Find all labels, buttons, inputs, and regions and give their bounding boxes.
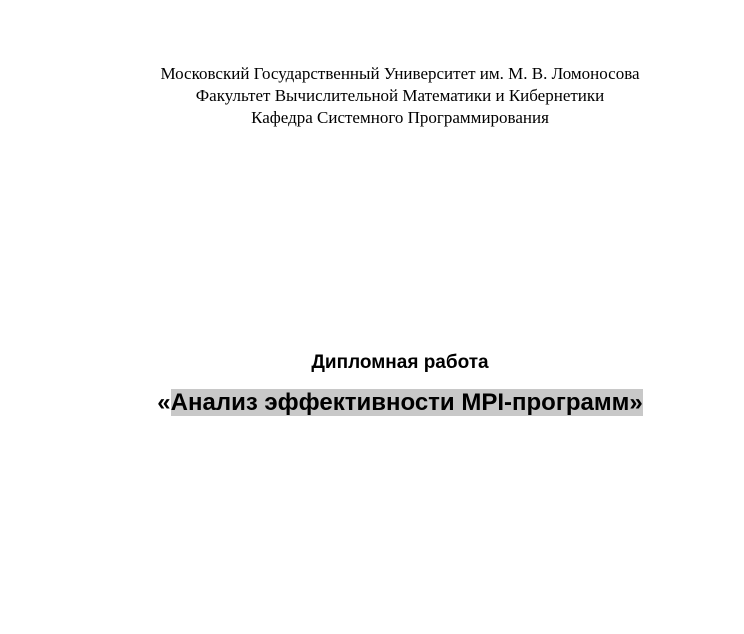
faculty-name: Факультет Вычислительной Математики и Кибернетики bbox=[195, 86, 605, 105]
thesis-title[interactable] bbox=[157, 380, 642, 426]
university-name: Московский Государственный Университет им. М. В. Ломоносова bbox=[160, 64, 640, 83]
title-highlighted-text: Анализ эффективности MPI-программ bbox=[170, 389, 630, 416]
title-close-quote: » bbox=[629, 389, 643, 416]
work-type-heading: Дипломная работа bbox=[311, 352, 489, 373]
title-open-quote: « bbox=[157, 389, 171, 416]
thesis-title-block bbox=[100, 380, 700, 426]
department-name: Кафедра Системного Программирования bbox=[251, 108, 549, 127]
